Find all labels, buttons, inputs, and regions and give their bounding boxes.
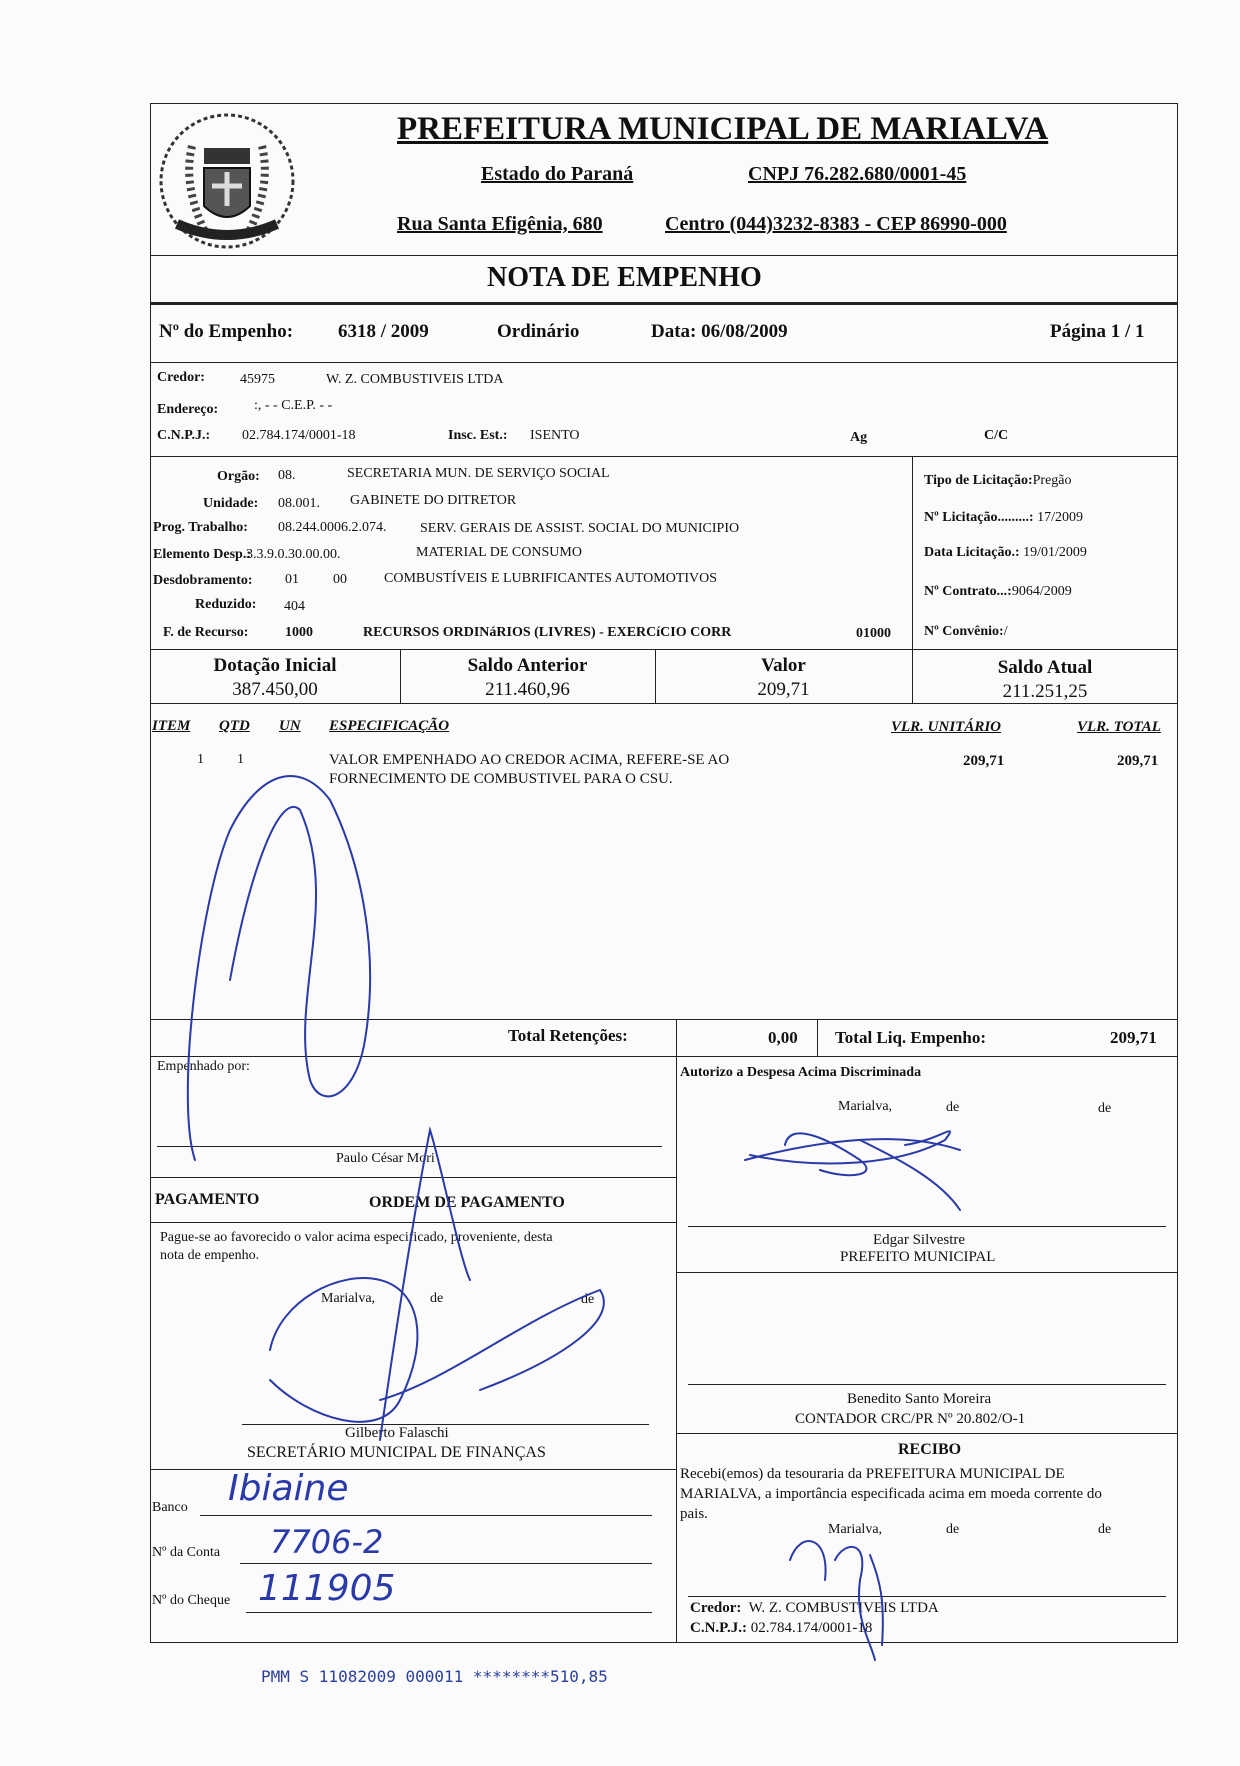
header-cnpj: CNPJ 76.282.680/0001-45 [748, 163, 967, 185]
cheque-label: Nº do Cheque [152, 1593, 231, 1608]
divider [150, 1019, 1178, 1020]
signature-line [246, 1612, 652, 1613]
coat-of-arms-icon [152, 106, 302, 256]
divider [676, 1272, 1178, 1273]
retencoes-label: Total Retenções: [508, 1026, 628, 1045]
cnpj-label: C.N.P.J.: [157, 428, 211, 443]
empenho-type: Ordinário [497, 321, 580, 342]
doc-title: NOTA DE EMPENHO [487, 262, 762, 293]
signature-line [688, 1226, 1166, 1227]
divider [676, 1433, 1178, 1434]
saldo-value: 209,71 [757, 679, 810, 700]
recurso-num: 01000 [856, 626, 891, 641]
saldo-value: 211.251,25 [1002, 681, 1088, 702]
recibo-text-line1: Recebi(emos) da tesouraria da PREFEITURA MUNICIPAL DE [680, 1466, 1065, 1482]
ag-label: Ag [850, 430, 868, 445]
prog-desc: SERV. GERAIS DE ASSIST. SOCIAL DO MUNICIPIO [420, 521, 740, 536]
col-vlr-unit: VLR. UNITÁRIO [891, 719, 1002, 735]
divider [676, 1056, 677, 1643]
saldo-value: 211.460,96 [485, 679, 570, 700]
orgao-label: Orgão: [217, 469, 260, 484]
recurso-desc: RECURSOS ORDINáRIOS (LIVRES) - EXERCíCIO CORR [363, 625, 732, 640]
divider [912, 456, 913, 649]
conta-handwritten: 7706-2 [270, 1523, 384, 1561]
item-desc-line2: FORNECIMENTO DE COMBUSTIVEL PARA O CSU. [329, 771, 673, 787]
secretario-name: Gilberto Falaschi [345, 1425, 449, 1441]
orgao-desc: SECRETARIA MUN. DE SERVIÇO SOCIAL [347, 466, 610, 481]
divider [817, 1019, 818, 1056]
divider [150, 302, 1178, 305]
retencoes-value: 0,00 [768, 1028, 798, 1047]
credor-label: Credor: [157, 370, 205, 385]
header-state: Estado do Paraná [481, 163, 634, 185]
header-street: Rua Santa Efigênia, 680 [397, 213, 603, 235]
reduzido-code: 404 [284, 599, 305, 614]
divider [676, 1019, 677, 1056]
pagamento-city: Marialva, [321, 1291, 376, 1306]
elem-code: 3.3.9.0.30.00.00. [246, 547, 341, 562]
num-contrato: Nº Contrato...:9064/2009 [924, 584, 1072, 599]
footer-code: PMM S 11082009 000011 ********510,85 [261, 1667, 608, 1686]
elem-desc: MATERIAL DE CONSUMO [416, 545, 582, 560]
divider [150, 255, 1178, 256]
tipo-licitacao: Tipo de Licitação:Pregão [924, 473, 1072, 488]
cc-label: C/C [984, 428, 1009, 443]
recibo-cnpj: C.N.P.J.: 02.784.174/0001-18 [690, 1620, 873, 1636]
pagamento-text-line1: Pague-se ao favorecido o valor acima especificado, proveniente, desta [160, 1230, 553, 1245]
item-number: 1 [197, 752, 204, 767]
prog-label: Prog. Trabalho: [153, 520, 248, 535]
item-qtd: 1 [237, 752, 244, 767]
prefeito-name: Edgar Silvestre [873, 1232, 966, 1248]
item-desc-line1: VALOR EMPENHADO AO CREDOR ACIMA, REFERE-SE AO [329, 752, 730, 768]
saldo-label: Saldo Anterior [467, 655, 588, 676]
divider [150, 703, 1178, 704]
recibo-de: de [1098, 1522, 1112, 1537]
recibo-text-line2: MARIALVA, a importância especificada acima em moeda corrente do [680, 1486, 1102, 1502]
item-vlr-total: 209,71 [1117, 753, 1159, 769]
desd-desc: COMBUSTÍVEIS E LUBRIFICANTES AUTOMOTIVOS [384, 571, 718, 586]
total-liq-value: 209,71 [1110, 1028, 1157, 1047]
autorizo-city: Marialva, [838, 1099, 893, 1114]
recibo-title: RECIBO [898, 1441, 962, 1458]
insc-value: ISENTO [530, 428, 580, 443]
desd-code1: 01 [285, 572, 299, 587]
divider [150, 362, 1178, 363]
col-item: ITEM [152, 718, 191, 734]
recurso-code: 1000 [285, 625, 313, 640]
signature-line [200, 1515, 652, 1516]
secretario-role: SECRETÁRIO MUNICIPAL DE FINANÇAS [247, 1444, 546, 1461]
credor-code: 45975 [240, 372, 275, 387]
saldo-label: Valor [761, 655, 806, 676]
recibo-credor: Credor: W. Z. COMBUSTIVEIS LTDA [690, 1600, 939, 1616]
num-licitacao: Nº Licitação.........: 17/2009 [924, 510, 1083, 525]
signature-line [688, 1384, 1166, 1385]
unidade-label: Unidade: [203, 496, 259, 511]
item-vlr-unit: 209,71 [963, 753, 1005, 769]
empenho-date: Data: 06/08/2009 [651, 321, 788, 342]
cheque-handwritten: 111905 [258, 1568, 396, 1609]
header-address: Centro (044)3232-8383 - CEP 86990-000 [665, 213, 1007, 235]
divider [150, 456, 1178, 457]
signature-line [688, 1596, 1166, 1597]
reduzido-label: Reduzido: [195, 597, 257, 612]
cnpj-value: 02.784.174/0001-18 [242, 428, 356, 443]
conta-label: Nº da Conta [152, 1545, 221, 1560]
autorizo-label: Autorizo a Despesa Acima Discriminada [680, 1065, 922, 1080]
saldo-label: Saldo Atual [997, 657, 1093, 678]
orgao-code: 08. [278, 468, 296, 483]
saldo-value: 387.450,00 [232, 679, 318, 700]
recurso-label: F. de Recurso: [163, 625, 249, 640]
banco-handwritten: Ibiaine [228, 1468, 349, 1509]
data-licitacao: Data Licitação.: 19/01/2009 [924, 545, 1087, 560]
signature-line [157, 1146, 662, 1147]
pagamento-text-line2: nota de empenho. [160, 1248, 260, 1263]
ordem-pagamento-label: ORDEM DE PAGAMENTO [369, 1194, 565, 1211]
desd-label: Desdobramento: [153, 573, 253, 588]
pagamento-de: de [430, 1291, 444, 1306]
col-vlr-total: VLR. TOTAL [1077, 719, 1161, 735]
divider [150, 1222, 676, 1223]
col-espec: ESPECIFICAÇÃO [329, 718, 450, 734]
unidade-desc: GABINETE DO DITRETOR [350, 493, 517, 508]
divider [150, 649, 1178, 650]
pagamento-label: PAGAMENTO [155, 1191, 260, 1208]
divider [150, 1177, 676, 1178]
endereco-value: :, - - C.E.P. - - [254, 398, 333, 413]
prefeito-role: PREFEITO MUNICIPAL [840, 1249, 996, 1265]
num-convenio: Nº Convênio:/ [924, 624, 1008, 639]
total-liq-label: Total Liq. Empenho: [835, 1028, 986, 1047]
autorizo-de: de [946, 1100, 960, 1115]
elem-label: Elemento Desp.: [153, 547, 251, 562]
page-number: Página 1 / 1 [1050, 321, 1145, 342]
autorizo-de: de [1098, 1101, 1112, 1116]
empenhado-name: Paulo César Mori [336, 1151, 435, 1166]
empenhado-label: Empenhado por: [157, 1059, 250, 1074]
col-qtd: QTD [219, 718, 250, 734]
credor-name: W. Z. COMBUSTIVEIS LTDA [326, 372, 504, 387]
saldo-label: Dotação Inicial [213, 655, 337, 676]
contador-role: CONTADOR CRC/PR Nº 20.802/O-1 [795, 1411, 1026, 1427]
recibo-city: Marialva, [828, 1522, 883, 1537]
empenho-number: 6318 / 2009 [338, 321, 429, 342]
page-title: PREFEITURA MUNICIPAL DE MARIALVA [397, 111, 1049, 147]
contador-name: Benedito Santo Moreira [847, 1391, 992, 1407]
col-un: UN [279, 718, 301, 734]
prog-code: 08.244.0006.2.074. [278, 520, 387, 535]
empenho-label: Nº do Empenho: [159, 321, 294, 342]
recibo-de: de [946, 1522, 960, 1537]
insc-label: Insc. Est.: [448, 428, 508, 443]
divider [150, 1056, 1178, 1057]
recibo-text-line3: pais. [680, 1506, 708, 1522]
pagamento-de: de [581, 1292, 595, 1307]
desd-code2: 00 [333, 572, 347, 587]
endereco-label: Endereço: [157, 402, 219, 417]
banco-label: Banco [152, 1500, 188, 1515]
unidade-code: 08.001. [278, 496, 320, 511]
signature-line [240, 1563, 652, 1564]
